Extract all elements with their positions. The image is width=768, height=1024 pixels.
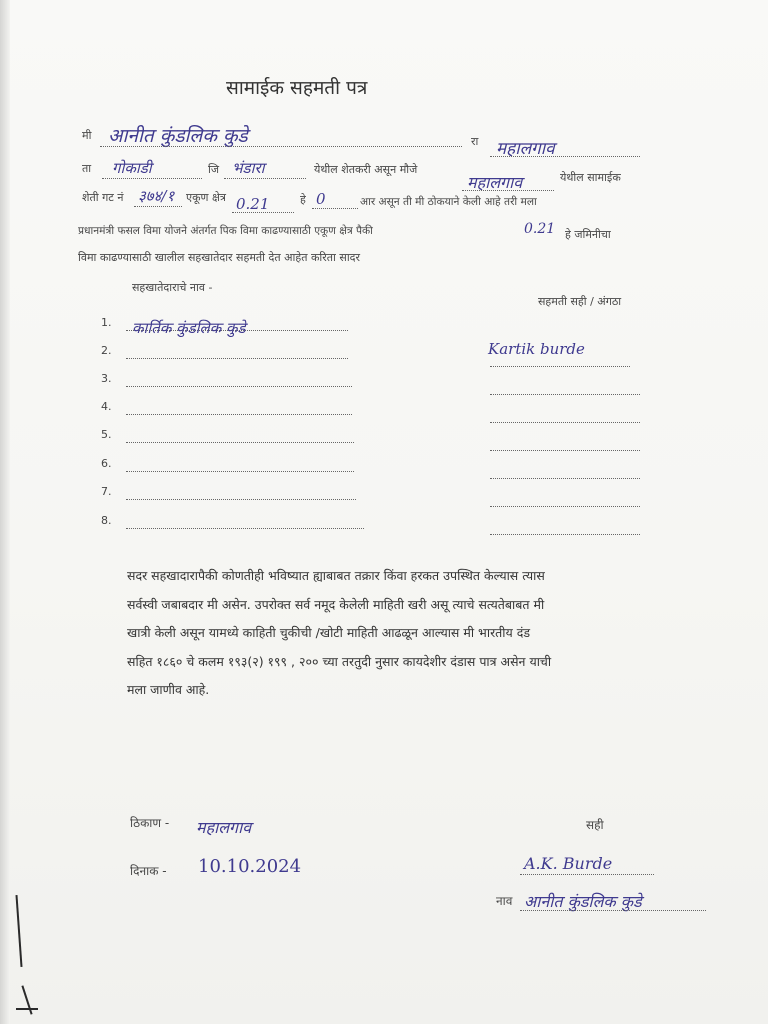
are-line (312, 208, 358, 209)
applicant-name-line (100, 146, 462, 147)
line2-end-text: येथील सामाईक (560, 171, 621, 184)
date-label: दिनाक - (130, 864, 167, 878)
village-handwritten: महालगाव (496, 139, 555, 159)
taluka-handwritten: गोकाडी (112, 159, 152, 177)
signature-line (490, 450, 640, 451)
gat-number-handwritten: ३७४/१ (138, 187, 175, 205)
co-owner-name-line (126, 528, 364, 529)
signature-line (520, 874, 654, 875)
co-owner-signature: Kartik burde (488, 340, 585, 358)
line2-middle-text: येथील शेतकरी असून मौजे (314, 163, 418, 176)
gat-label: शेती गट नं (82, 191, 124, 204)
gat-line (134, 206, 182, 207)
row-number: 1. (101, 316, 112, 329)
applicant-signature: A.K. Burde (524, 854, 613, 873)
row-number: 7. (101, 485, 112, 498)
stray-mark (21, 985, 32, 1014)
co-owner-name-line (126, 442, 354, 443)
document-title: सामाईक सहमती पत्र (226, 77, 368, 99)
crop-area-handwritten: 0.21 (524, 221, 556, 237)
row-number: 5. (101, 428, 112, 441)
mouje-line (462, 190, 554, 191)
row-number: 8. (101, 514, 112, 527)
declaration-line: सदर सहखादारापैकी कोणतीही भविष्यात ह्याबाबत तक्रार किंवा हरकत उपस्थित केल्यास त्यास (127, 568, 545, 583)
area-label: एकूण क्षेत्र (186, 191, 226, 204)
area-line (232, 212, 294, 213)
declaration-paragraph (127, 562, 687, 705)
taluka-line (102, 178, 202, 179)
row-number: 6. (101, 457, 112, 470)
co-owner-name-line (126, 386, 352, 387)
co-owner-name-line (126, 414, 352, 415)
page-shadow-edge (0, 0, 10, 1024)
district-line (224, 178, 306, 179)
declaration-line: मला जाणीव आहे. (127, 682, 210, 697)
footer-name-line (520, 910, 706, 911)
name-label: नाव (496, 894, 513, 908)
stray-mark (16, 1008, 38, 1010)
co-owner-name-line (126, 499, 356, 500)
signature-line (490, 394, 640, 395)
place-handwritten: महालगाव (196, 818, 252, 837)
declaration-line: खात्री केली असून यामध्ये काहिती चुकीची /खोटी माहिती आढळून आल्यास मी भारतीय दंड (127, 625, 531, 640)
co-owner-name-line (126, 358, 348, 359)
area-handwritten: 0.21 (236, 195, 270, 213)
signature-line (490, 534, 640, 535)
signature-line (490, 506, 640, 507)
are-handwritten: 0 (316, 190, 326, 208)
applicant-name-handwritten: आनीत कुंडलिक कुडे (108, 125, 248, 147)
hectare-label: हे (300, 193, 306, 206)
signature-line (490, 478, 640, 479)
line5-text: विमा काढण्यासाठी खालील सहखातेदार सहमती देत आहेत करिता सादर (78, 251, 361, 264)
mouje-handwritten: महालगाव (467, 173, 523, 192)
ta-label: ता (82, 162, 92, 175)
signature-label: सही (586, 818, 604, 832)
signature-line (490, 366, 630, 367)
signature-line (490, 422, 640, 423)
line4-start-text: प्रधानमंत्री फसल विमा योजने अंतर्गत पिक विमा काढण्यासाठी एकूण क्षेत्र पैकी (78, 225, 373, 237)
ra-label: रा (471, 135, 479, 148)
row-number: 3. (101, 372, 112, 385)
village-line (490, 156, 640, 157)
ji-label: जि (208, 163, 220, 176)
row-number: 2. (101, 344, 112, 357)
declaration-line: सर्वस्वी जबाबदार मी असेन. उपरोक्त सर्व नमूद केलेली माहिती खरी असू त्याचे सत्यतेबाबत मी (127, 596, 545, 612)
co-owner-name-line (126, 471, 354, 472)
declaration-line: सहित १८६० चे कलम १९३(२) १९९ , २०० च्या तरतुदी नुसार कायदेशीर दंडास पात्र असेन याची (127, 653, 552, 669)
mi-label: मी (82, 129, 92, 142)
stray-mark (15, 895, 22, 967)
signature-heading: सहमती सही / अंगठा (538, 295, 622, 308)
co-owner-name-handwritten: कार्तिक कुंडलिक कुडे (132, 319, 246, 337)
date-handwritten: 10.10.2024 (198, 856, 302, 877)
co-owner-name-heading: सहखातेदाराचे नाव - (132, 281, 213, 294)
row-number: 4. (101, 400, 112, 413)
line4-end-text: हे जमिनीचा (565, 228, 611, 241)
applicant-name-footer-handwritten: आनीत कुंडलिक कुडे (524, 892, 642, 911)
place-label: ठिकाण - (130, 816, 170, 830)
line3-end-text: आर असून ती मी ठोकयाने केली आहे तरी मला (360, 196, 537, 208)
district-handwritten: भंडारा (232, 159, 265, 177)
